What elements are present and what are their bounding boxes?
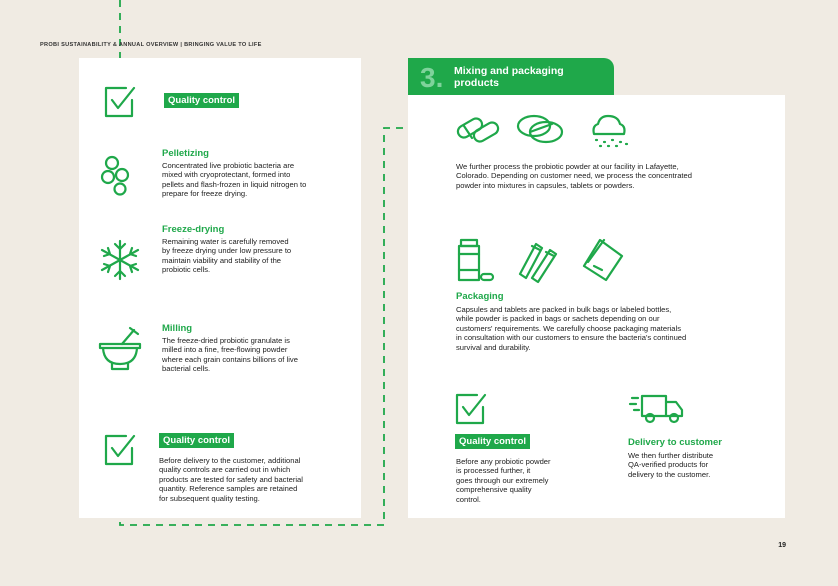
mortar-pestle-icon xyxy=(98,328,142,370)
snowflake-icon xyxy=(100,241,140,279)
quality-control-badge-bottom: Quality control xyxy=(159,433,234,448)
pellets-icon xyxy=(100,155,136,195)
page-number: 19 xyxy=(778,542,786,549)
milling-title: Milling xyxy=(162,323,193,334)
page-header: PROBI SUSTAINABILITY & ANNUAL OVERVIEW | BRINGING VALUE TO LIFE xyxy=(40,42,262,48)
pelletizing-title: Pelletizing xyxy=(162,148,209,159)
packaging-title: Packaging xyxy=(456,291,504,302)
freeze-drying-text: Remaining water is carefully removed by freeze drying under low pressure to maintain viability and stability of the probiotic cells. xyxy=(162,237,292,275)
sachets-icon xyxy=(516,238,560,282)
packaging-text: Capsules and tablets are packed in bulk bags or labeled bottles, while powder is packed in bags or sachets depending on our customers' requirements. We carefully choose packaging materials in consultation with our customers to ensure the bacteria's continued survival and durability. xyxy=(456,305,687,352)
checkbox-check-icon xyxy=(104,86,136,118)
milling-text: The freeze-dried probiotic granulate is milled into a fine, free-flowing powder where each grain contains billions of live bacterial cells. xyxy=(162,336,298,374)
powder-icon xyxy=(588,112,632,148)
tablets-icon xyxy=(516,112,566,144)
delivery-title: Delivery to customer xyxy=(628,437,722,448)
step-number: 3. xyxy=(420,62,444,93)
powder-bag-icon xyxy=(580,238,624,282)
quality-control-right-text: Before any probiotic powder is processed further, it goes through our extremely comprehensive quality control. xyxy=(456,457,551,504)
delivery-truck-icon xyxy=(630,394,686,424)
quality-control-badge-top: Quality control xyxy=(164,93,239,108)
step-title: Mixing and packaging products xyxy=(454,65,564,89)
capsules-icon xyxy=(455,114,501,144)
bottle-icon xyxy=(457,238,497,282)
freeze-drying-title: Freeze-drying xyxy=(162,224,225,235)
checkbox-check-icon xyxy=(455,393,487,425)
checkbox-check-icon xyxy=(104,434,136,466)
quality-control-text: Before delivery to the customer, additional quality controls are carried out in which products are tested for safety and bacterial quantity. Reference samples are retained for subsequent quality testing. xyxy=(159,456,303,503)
intro-text: We further process the probiotic powder at our facility in Lafayette, Colorado. Depending on customer need, we process the concentrated powder into mixtures in capsules, tablets or powders. xyxy=(456,162,692,190)
step-tab xyxy=(408,58,614,95)
quality-control-badge-right: Quality control xyxy=(455,434,530,449)
pelletizing-text: Concentrated live probiotic bacteria are mixed with cryoprotectant, formed into pellets and flash-frozen in liquid nitrogen to prepare for freeze drying. xyxy=(162,161,307,199)
delivery-text: We then further distribute QA-verified products for delivery to the customer. xyxy=(628,451,714,479)
